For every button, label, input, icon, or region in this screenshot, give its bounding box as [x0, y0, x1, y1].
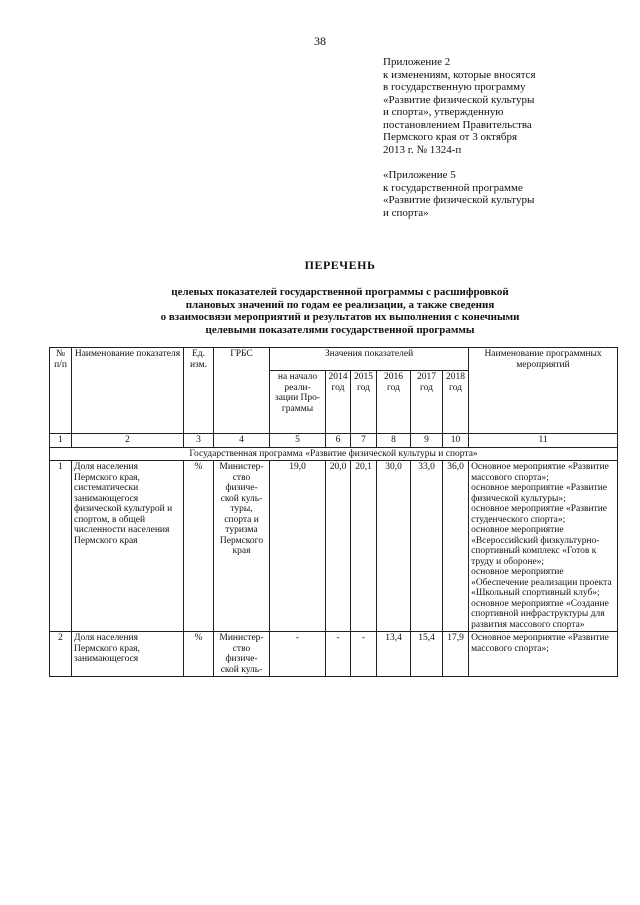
- title-line: о взаимосвязи мероприятий и результатов их выполнения с конечными: [160, 311, 520, 323]
- column-number: 11: [469, 434, 618, 448]
- appendix-line: «Развитие физической культуры: [383, 93, 535, 106]
- row-2016: 30,0: [377, 461, 411, 632]
- row-2014: 20,0: [326, 461, 351, 632]
- appendix-sub-line: к государственной программе: [383, 181, 523, 194]
- appendix-sub-line: и спорта»: [383, 206, 429, 219]
- row-num: 2: [50, 632, 72, 677]
- row-start: 19,0: [270, 461, 326, 632]
- column-number: 1: [50, 434, 72, 448]
- row-grbs: Министер- ство физиче- ской куль-: [214, 632, 270, 677]
- row-2018: 36,0: [443, 461, 469, 632]
- header-num: № п/п: [50, 348, 72, 434]
- row-2015: -: [351, 632, 377, 677]
- measure-item: основное мероприятие «Развитие студенческого спорта»;: [471, 504, 607, 525]
- header-measures: Наименование программных мероприятий: [469, 348, 618, 434]
- row-2016: 13,4: [377, 632, 411, 677]
- appendix-line: в государственную программу: [383, 81, 526, 93]
- column-number: 2: [72, 434, 184, 448]
- measure-item: основное мероприятие «Обеспечение реализации проекта «Школьный спортивный клуб»;: [471, 567, 612, 598]
- row-2015: 20,1: [351, 461, 377, 632]
- table-row: [50, 461, 618, 632]
- row-name: Доля населения Пермского края, систематически занимающегося физической культурой и спортом, в общей численности населения Пермского края: [72, 461, 184, 632]
- row-start: -: [270, 632, 326, 677]
- column-numbers-row: [50, 434, 618, 448]
- measure-item: Основное мероприятие «Развитие массового спорта»;: [471, 462, 609, 483]
- measure-item: основное мероприятие «Всероссийский физкультурно- спортивный комплекс «Готов к труду и обороне»;: [471, 525, 600, 567]
- column-number: 7: [351, 434, 377, 448]
- row-unit: %: [184, 461, 214, 632]
- row-2018: 17,9: [443, 632, 469, 677]
- header-2017: 2017 год: [411, 371, 443, 434]
- appendix-line: постановлением Правительства: [383, 118, 532, 131]
- header-2015: 2015 год: [351, 371, 377, 434]
- row-measures: [469, 461, 618, 632]
- column-number: 9: [411, 434, 443, 448]
- header-2018: 2018 год: [443, 371, 469, 434]
- header-unit: Ед. изм.: [184, 348, 214, 434]
- appendix-header: [383, 56, 623, 156]
- appendix-line: Пермского края от 3 октября: [383, 131, 518, 143]
- appendix-line: и спорта», утвержденную: [383, 106, 504, 118]
- appendix-line: к изменениям, которые вносятся: [383, 68, 536, 81]
- header-start: на начало реали- зации Про- граммы: [270, 371, 326, 434]
- document-title: [60, 258, 620, 336]
- row-num: 1: [50, 461, 72, 632]
- header-2014: 2014 год: [326, 371, 351, 434]
- row-2014: -: [326, 632, 351, 677]
- row-unit: %: [184, 632, 214, 677]
- column-number: 3: [184, 434, 214, 448]
- appendix-sub-line: «Развитие физической культуры: [383, 194, 535, 206]
- row-measures: [469, 632, 618, 677]
- header-2016: 2016 год: [377, 371, 411, 434]
- column-number: 5: [270, 434, 326, 448]
- measure-item: основное мероприятие «Создание спортивной инфраструктуры для развития массового спорта»: [471, 598, 609, 630]
- program-title: Государственная программа «Развитие физической культуры и спорта»: [50, 447, 618, 461]
- title-line: целевыми показателями государственной программы: [205, 323, 475, 336]
- title-line: целевых показателей государственной программы с расшифровкой: [171, 286, 509, 298]
- appendix-sub-line: «Приложение 5: [383, 169, 456, 181]
- column-number: 4: [214, 434, 270, 448]
- row-2017: 33,0: [411, 461, 443, 632]
- measure-item: основное мероприятие «Развитие физической культуры»;: [471, 483, 607, 504]
- appendix-sub: [383, 169, 623, 219]
- appendix-line: Приложение 2: [383, 56, 451, 68]
- column-number: 10: [443, 434, 469, 448]
- row-grbs: Министер- ство физиче- ской куль- туры, спорта и туризма Пермского края: [214, 461, 270, 632]
- header-values-group: Значения показателей: [270, 348, 469, 371]
- row-2017: 15,4: [411, 632, 443, 677]
- indicators-table: [49, 347, 618, 677]
- header-name: Наименование показателя: [72, 348, 184, 434]
- column-number: 6: [326, 434, 351, 448]
- row-name: Доля населения Пермского края, занимающегося: [72, 632, 184, 677]
- appendix-line: 2013 г. № 1324-п: [383, 143, 462, 156]
- program-row: [50, 447, 618, 461]
- table-row: [50, 632, 618, 677]
- title-main: ПЕРЕЧЕНЬ: [304, 258, 376, 272]
- header-row: [50, 348, 618, 371]
- measure-item: Основное мероприятие «Развитие массового спорта»;: [471, 633, 609, 654]
- title-line: плановых значений по годам ее реализации, а также сведения: [185, 298, 495, 311]
- column-number: 8: [377, 434, 411, 448]
- page-number: 38: [314, 34, 326, 48]
- header-grbs: ГРБС: [214, 348, 270, 434]
